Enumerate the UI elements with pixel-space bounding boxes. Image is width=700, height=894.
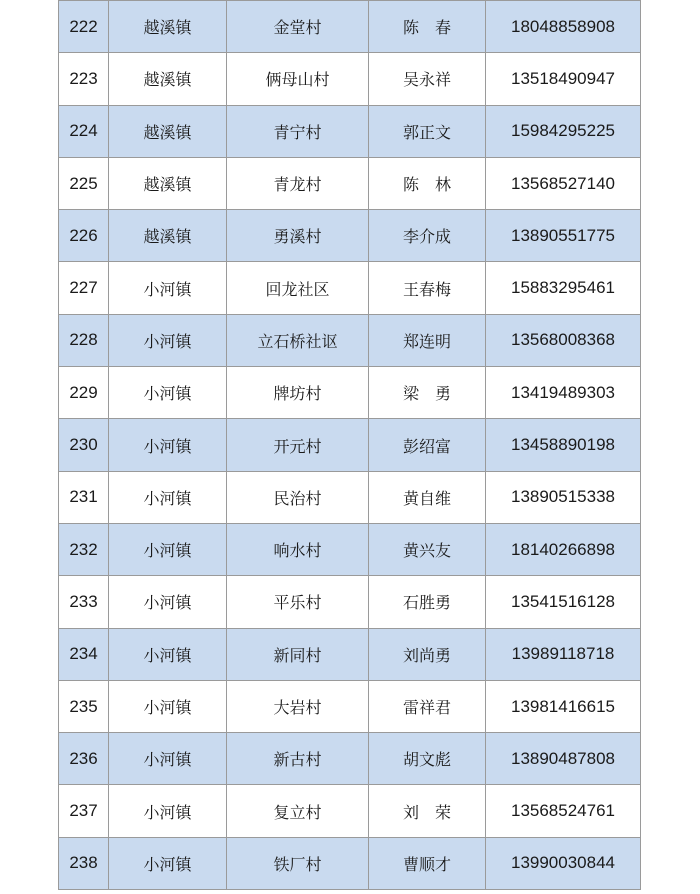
row-number: 238 bbox=[59, 837, 109, 889]
village-cell: 民治村 bbox=[227, 471, 369, 523]
table-row bbox=[59, 157, 641, 209]
table-row bbox=[59, 733, 641, 785]
town-cell: 小河镇 bbox=[109, 367, 227, 419]
village-cell: 响水村 bbox=[227, 523, 369, 575]
table-row bbox=[59, 680, 641, 732]
table-row bbox=[59, 628, 641, 680]
table-row bbox=[59, 471, 641, 523]
person-cell: 黄自维 bbox=[369, 471, 486, 523]
phone-cell: 13458890198 bbox=[486, 419, 641, 471]
table-row bbox=[59, 367, 641, 419]
village-cell: 复立村 bbox=[227, 785, 369, 837]
phone-cell: 13568524761 bbox=[486, 785, 641, 837]
phone-cell: 18048858908 bbox=[486, 1, 641, 53]
phone-cell: 13981416615 bbox=[486, 680, 641, 732]
phone-cell: 13990030844 bbox=[486, 837, 641, 889]
phone-cell: 13890515338 bbox=[486, 471, 641, 523]
person-cell: 陈 林 bbox=[369, 157, 486, 209]
table-body bbox=[59, 1, 641, 890]
row-number: 227 bbox=[59, 262, 109, 314]
village-cell: 新古村 bbox=[227, 733, 369, 785]
village-cell: 回龙社区 bbox=[227, 262, 369, 314]
person-cell: 曹顺才 bbox=[369, 837, 486, 889]
town-cell: 越溪镇 bbox=[109, 1, 227, 53]
row-number: 225 bbox=[59, 157, 109, 209]
town-cell: 越溪镇 bbox=[109, 157, 227, 209]
person-cell: 陈 春 bbox=[369, 1, 486, 53]
table-row bbox=[59, 1, 641, 53]
row-number: 226 bbox=[59, 210, 109, 262]
person-cell: 刘 荣 bbox=[369, 785, 486, 837]
table-row bbox=[59, 785, 641, 837]
phone-cell: 13989118718 bbox=[486, 628, 641, 680]
village-cell: 立石桥社讴 bbox=[227, 314, 369, 366]
table-row bbox=[59, 53, 641, 105]
village-cell: 平乐村 bbox=[227, 576, 369, 628]
town-cell: 小河镇 bbox=[109, 523, 227, 575]
table-row bbox=[59, 837, 641, 889]
row-number: 230 bbox=[59, 419, 109, 471]
row-number: 231 bbox=[59, 471, 109, 523]
person-cell: 梁 勇 bbox=[369, 367, 486, 419]
person-cell: 郑连明 bbox=[369, 314, 486, 366]
row-number: 233 bbox=[59, 576, 109, 628]
phone-cell: 15984295225 bbox=[486, 105, 641, 157]
town-cell: 小河镇 bbox=[109, 837, 227, 889]
person-cell: 胡文彪 bbox=[369, 733, 486, 785]
person-cell: 郭正文 bbox=[369, 105, 486, 157]
table-row bbox=[59, 262, 641, 314]
row-number: 224 bbox=[59, 105, 109, 157]
town-cell: 小河镇 bbox=[109, 576, 227, 628]
contact-table bbox=[58, 0, 641, 890]
row-number: 235 bbox=[59, 680, 109, 732]
village-cell: 金堂村 bbox=[227, 1, 369, 53]
phone-cell: 13890551775 bbox=[486, 210, 641, 262]
phone-cell: 13541516128 bbox=[486, 576, 641, 628]
phone-cell: 13568527140 bbox=[486, 157, 641, 209]
row-number: 236 bbox=[59, 733, 109, 785]
village-cell: 铁厂村 bbox=[227, 837, 369, 889]
town-cell: 越溪镇 bbox=[109, 210, 227, 262]
row-number: 234 bbox=[59, 628, 109, 680]
person-cell: 刘尚勇 bbox=[369, 628, 486, 680]
village-cell: 新同村 bbox=[227, 628, 369, 680]
town-cell: 小河镇 bbox=[109, 471, 227, 523]
village-cell: 青宁村 bbox=[227, 105, 369, 157]
table-row bbox=[59, 105, 641, 157]
town-cell: 越溪镇 bbox=[109, 53, 227, 105]
phone-cell: 13518490947 bbox=[486, 53, 641, 105]
town-cell: 小河镇 bbox=[109, 628, 227, 680]
town-cell: 小河镇 bbox=[109, 785, 227, 837]
village-cell: 开元村 bbox=[227, 419, 369, 471]
row-number: 222 bbox=[59, 1, 109, 53]
table-row bbox=[59, 314, 641, 366]
phone-cell: 15883295461 bbox=[486, 262, 641, 314]
person-cell: 王春梅 bbox=[369, 262, 486, 314]
row-number: 229 bbox=[59, 367, 109, 419]
village-cell: 俩母山村 bbox=[227, 53, 369, 105]
table-row bbox=[59, 210, 641, 262]
village-cell: 青龙村 bbox=[227, 157, 369, 209]
town-cell: 小河镇 bbox=[109, 262, 227, 314]
table-row bbox=[59, 419, 641, 471]
person-cell: 彭绍富 bbox=[369, 419, 486, 471]
village-cell: 大岩村 bbox=[227, 680, 369, 732]
table-row bbox=[59, 523, 641, 575]
phone-cell: 13568008368 bbox=[486, 314, 641, 366]
village-cell: 牌坊村 bbox=[227, 367, 369, 419]
phone-cell: 18140266898 bbox=[486, 523, 641, 575]
town-cell: 小河镇 bbox=[109, 314, 227, 366]
town-cell: 越溪镇 bbox=[109, 105, 227, 157]
table-row bbox=[59, 576, 641, 628]
person-cell: 吴永祥 bbox=[369, 53, 486, 105]
row-number: 223 bbox=[59, 53, 109, 105]
town-cell: 小河镇 bbox=[109, 733, 227, 785]
row-number: 232 bbox=[59, 523, 109, 575]
town-cell: 小河镇 bbox=[109, 680, 227, 732]
phone-cell: 13419489303 bbox=[486, 367, 641, 419]
phone-cell: 13890487808 bbox=[486, 733, 641, 785]
row-number: 228 bbox=[59, 314, 109, 366]
town-cell: 小河镇 bbox=[109, 419, 227, 471]
person-cell: 石胜勇 bbox=[369, 576, 486, 628]
person-cell: 黄兴友 bbox=[369, 523, 486, 575]
person-cell: 雷祥君 bbox=[369, 680, 486, 732]
row-number: 237 bbox=[59, 785, 109, 837]
person-cell: 李介成 bbox=[369, 210, 486, 262]
village-cell: 勇溪村 bbox=[227, 210, 369, 262]
contact-table-container bbox=[58, 0, 640, 890]
